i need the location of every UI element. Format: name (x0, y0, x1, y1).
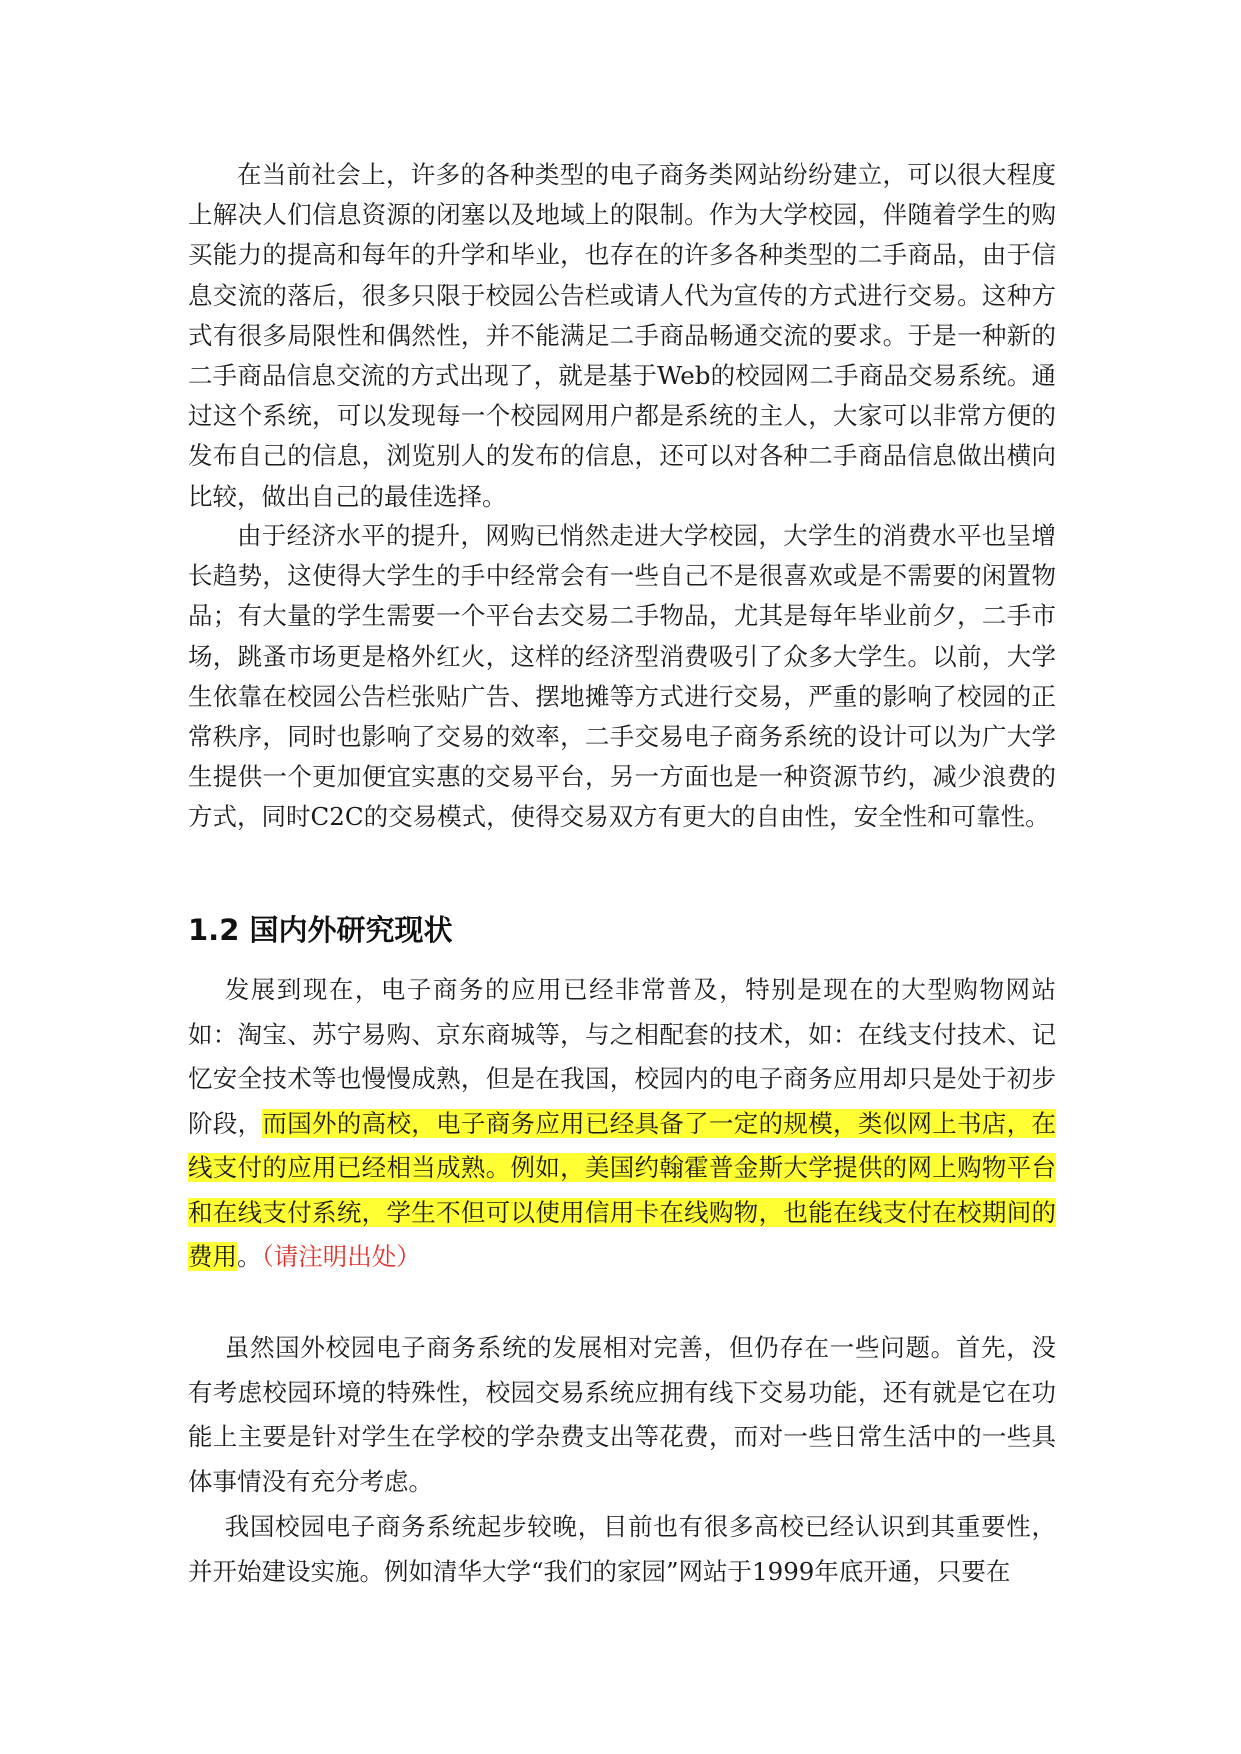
paragraph-foreign-issues: 虽然国外校园电子商务系统的发展相对完善，但仍存在一些问题。首先，没有考虑校园环境的特殊性，校园交易系统应拥有线下交易功能，还有就是它在功能上主要是针对学生在学校的学杂费支出等花费，而对一些日常生活中的一些具体事情没有充分考虑。 (188, 1333, 1056, 1496)
paragraph-text: 发展到现在，电子商务的应用已经非常普及，特别是现在的大型购物网站如：淘宝、苏宁易购、京东商城等，与之相配套的技术，如：在线支付技术、记忆安全技术等也慢慢成熟，但是在我国，校园内的电子商务应用却只是处于初步阶段， (188, 975, 1056, 1138)
paragraph-background: 由于经济水平的提升，网购已悄然走进大学校园，大学生的消费水平也呈增长趋势，这使得大学生的手中经常会有一些自己不是很喜欢或是不需要的闲置物品；有大量的学生需要一个平台去交易二手物品，尤其是每年毕业前夕，二手市场，跳蚤市场更是格外红火，这样的经济型消费吸引了众多大学生。以前，大学生依靠在校园公告栏张贴广告、摆地摊等方式进行交易，严重的影响了校园的正常秩序，同时也影响了交易的效率，二手交易电子商务系统的设计可以为广大学生提供一个更加便宜实惠的交易平台，另一方面也是一种资源节约，减少浪费的方式，同时C2C的交易模式，使得交易双方有更大的自由性，安全性和可靠性。 (188, 521, 1056, 832)
citation-note: （请注明出处） (261, 1242, 421, 1271)
paragraph-domestic-status: 我国校园电子商务系统起步较晚，目前也有很多高校已经认识到其重要性，并开始建设实施。例如清华大学“我们的家园”网站于1999年底开通，只要在 (188, 1512, 1056, 1586)
paragraph-intro: 在当前社会上，许多的各种类型的电子商务类网站纷纷建立，可以很大程度上解决人们信息资源的闭塞以及地域上的限制。作为大学校园，伴随着学生的购买能力的提高和每年的升学和毕业，也存在的许多各种类型的二手商品，由于信息交流的落后，很多只限于校园公告栏或请人代为宣传的方式进行交易。这种方式有很多局限性和偶然性，并不能满足二手商品畅通交流的要求。于是一种新的二手商品信息交流的方式出现了，就是基于Web的校园网二手商品交易系统。通过这个系统，可以发现每一个校园网用户都是系统的主人，大家可以非常方便的发布自己的信息，浏览别人的发布的信息，还可以对各种二手商品信息做出横向比较，做出自己的最佳选择。 (188, 160, 1056, 511)
paragraph-research-status (188, 968, 1056, 1280)
sentence-end: 。 (237, 1242, 262, 1271)
highlighted-text: 而国外的高校，电子商务应用已经具备了一定的规模，类似网上书店，在线支付的应用已经相当成熟。例如，美国约翰霍普金斯大学提供的网上购物平台和在线支付系统，学生不但可以使用信用卡在线购物，也能在线支付在校期间的费用 (188, 1108, 1057, 1271)
section-heading: 1.2 国内外研究现状 (188, 913, 453, 947)
